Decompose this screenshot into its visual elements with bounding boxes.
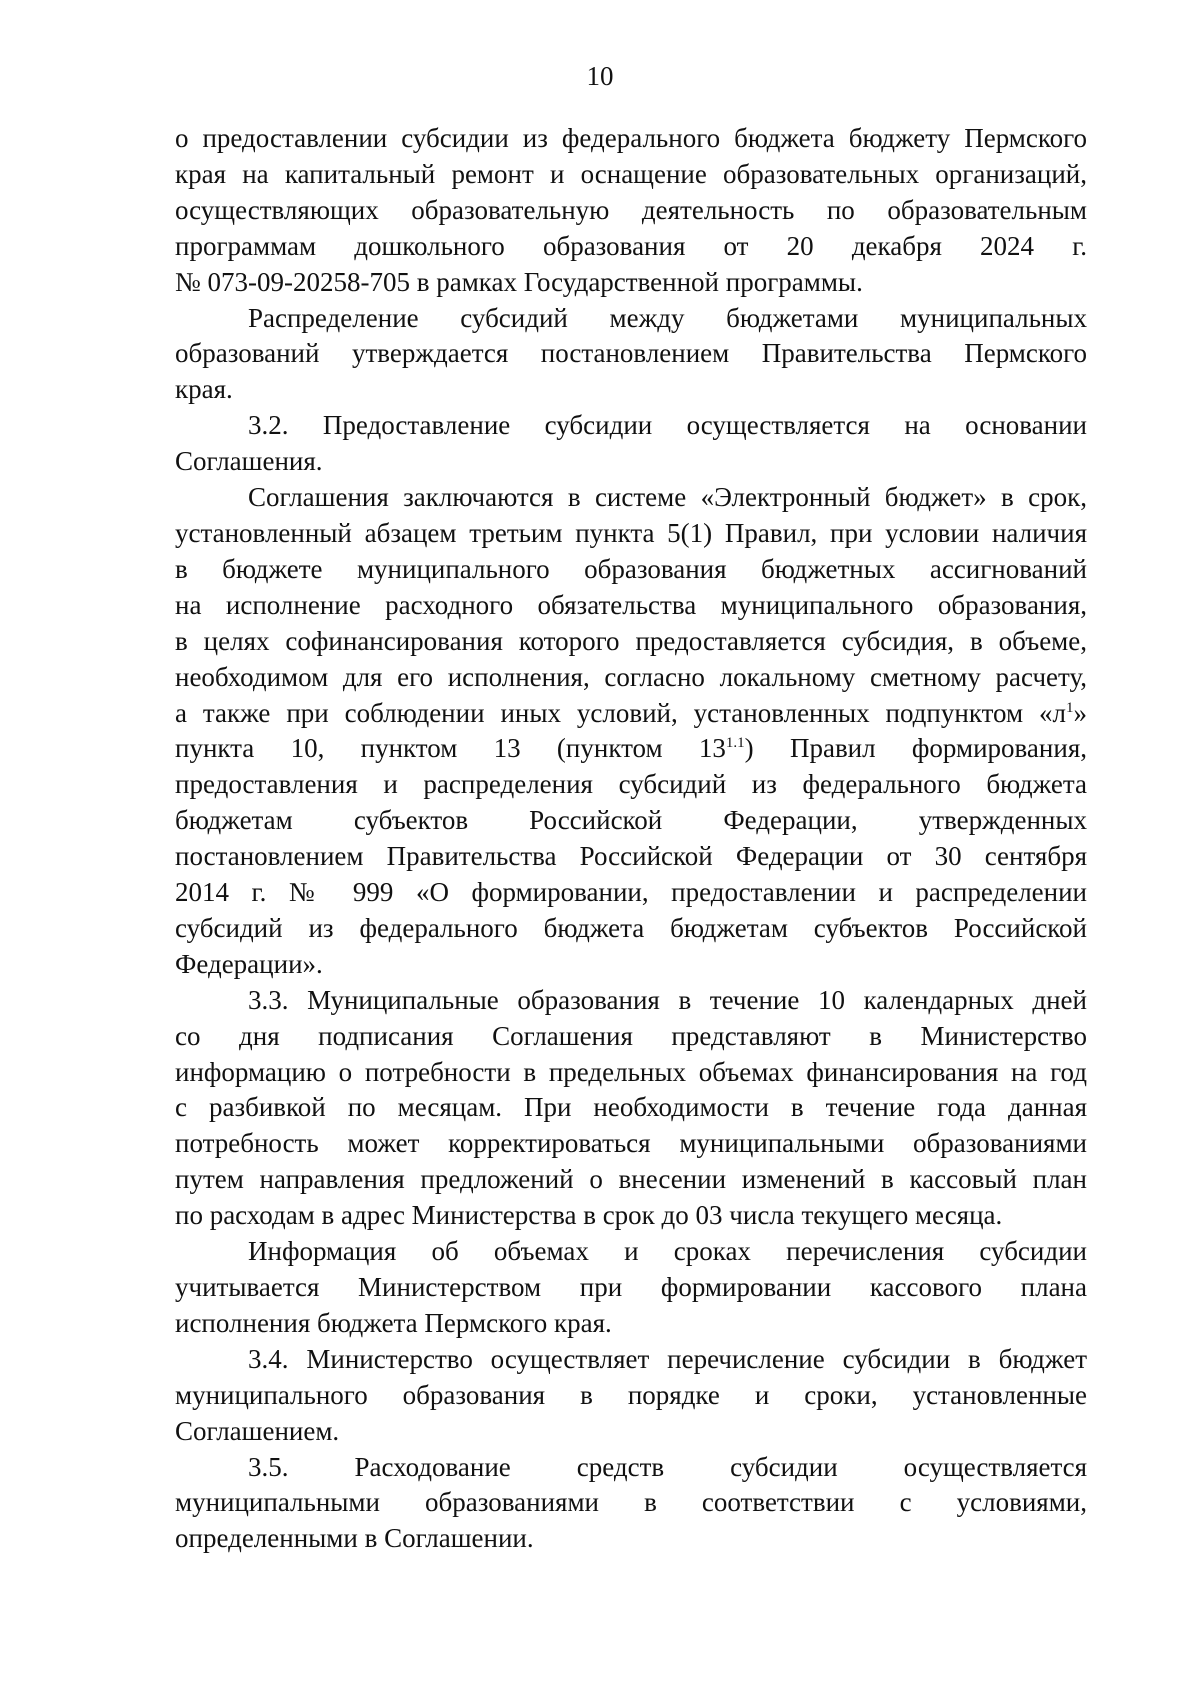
paragraph-agreement-reference <box>175 121 1087 301</box>
superscript: 1 <box>1066 699 1074 716</box>
line-segment: » <box>1073 697 1087 728</box>
paragraph-3-4 <box>175 1342 1087 1450</box>
text-line: в бюджете муниципального образования бюджетных ассигнований <box>175 553 1087 584</box>
document-body <box>175 121 1087 1557</box>
text-line: с разбивкой по месяцам. При необходимости в течение года данная <box>175 1092 1087 1123</box>
text-line: установленный абзацем третьим пункта 5(1) Правил, при условии наличия <box>175 517 1087 548</box>
text-line: субсидий из федерального бюджета бюджетам субъектов Российской <box>175 912 1087 943</box>
text-line: края на капитальный ремонт и оснащение образовательных организаций, <box>175 158 1087 189</box>
text-line: учитывается Министерством при формировании кассового плана <box>175 1272 1087 1302</box>
text-line: необходимом для его исполнения, согласно локальному сметному расчету, <box>175 661 1087 692</box>
line-segment: а также при соблюдении иных условий, установленных подпунктом «л <box>175 697 1066 728</box>
paragraph-3-3 <box>175 983 1087 1234</box>
text-line: в целях софинансирования которого предоставляется субсидия, в объеме, <box>175 625 1087 656</box>
paragraph-agreements-electronic-budget <box>175 480 1087 983</box>
text-line: по расходам в адрес Министерства в срок до 03 числа текущего месяца. <box>175 1200 1003 1231</box>
paragraph-3-2 <box>175 408 1087 480</box>
text-line: путем направления предложений о внесении изменений в кассовый план <box>175 1164 1087 1195</box>
text-line: программам дошкольного образования от 20 декабря 2024 г. <box>175 230 1087 261</box>
text-line: исполнения бюджета Пермского края. <box>175 1307 612 1338</box>
text-line: 3.5. Расходование средств субсидии осуществляется <box>248 1451 1087 1482</box>
text-line: Федерации». <box>175 948 323 979</box>
text-line: 3.4. Министерство осуществляет перечисление субсидии в бюджет <box>248 1343 1087 1374</box>
text-line: Соглашения заключаются в системе «Электронный бюджет» в срок, <box>248 482 1087 513</box>
text-line: информацию о потребности в предельных объемах финансирования на год <box>175 1056 1087 1087</box>
paragraph-information-volumes <box>175 1234 1087 1342</box>
line-segment: пункта 10, пунктом 13 (пунктом 13 <box>175 733 726 764</box>
text-line: муниципального образования в порядке и сроки, установленные <box>175 1379 1087 1410</box>
text-line: Информация об объемах и сроках перечисления субсидии <box>248 1236 1087 1267</box>
text-line-with-superscript <box>175 696 1087 732</box>
text-line: на исполнение расходного обязательства муниципального образования, <box>175 589 1087 620</box>
text-line: 2014 г. № 999 «О формировании, предоставлении и распределении <box>175 877 1087 908</box>
text-line: со дня подписания Соглашения представляют в Министерство <box>175 1020 1087 1051</box>
text-line-with-superscript <box>175 731 1087 767</box>
text-line: Соглашением. <box>175 1415 340 1446</box>
text-line: предоставления и распределения субсидий из федерального бюджета <box>175 769 1087 800</box>
text-line: образований утверждается постановлением Правительства Пермского <box>175 338 1087 369</box>
text-line: Соглашения. <box>175 446 323 477</box>
page-number: 10 <box>586 61 614 91</box>
text-line: постановлением Правительства Российской Федерации от 30 сентября <box>175 841 1087 872</box>
superscript: 1.1 <box>725 735 745 752</box>
text-line: потребность может корректироваться муниципальными образованиями <box>175 1128 1087 1159</box>
text-line: муниципальными образованиями в соответствии с условиями, <box>175 1487 1087 1518</box>
line-segment: ) Правил формирования, <box>744 733 1087 764</box>
text-line: определенными в Соглашении. <box>175 1523 534 1554</box>
text-line: Распределение субсидий между бюджетами муниципальных <box>248 302 1087 333</box>
text-line: 3.2. Предоставление субсидии осуществляется на основании <box>248 410 1087 441</box>
text-line: края. <box>175 374 233 405</box>
paragraph-distribution <box>175 301 1087 409</box>
paragraph-3-5 <box>175 1450 1087 1558</box>
text-line: № 073-09-20258-705 в рамках Государственной программы. <box>175 266 863 297</box>
text-line: бюджетам субъектов Российской Федерации, утвержденных <box>175 805 1087 836</box>
text-line: осуществляющих образовательную деятельность по образовательным <box>175 194 1087 225</box>
text-line: о предоставлении субсидии из федерального бюджета бюджету Пермского <box>175 123 1087 153</box>
text-line: 3.3. Муниципальные образования в течение 10 календарных дней <box>248 984 1087 1015</box>
